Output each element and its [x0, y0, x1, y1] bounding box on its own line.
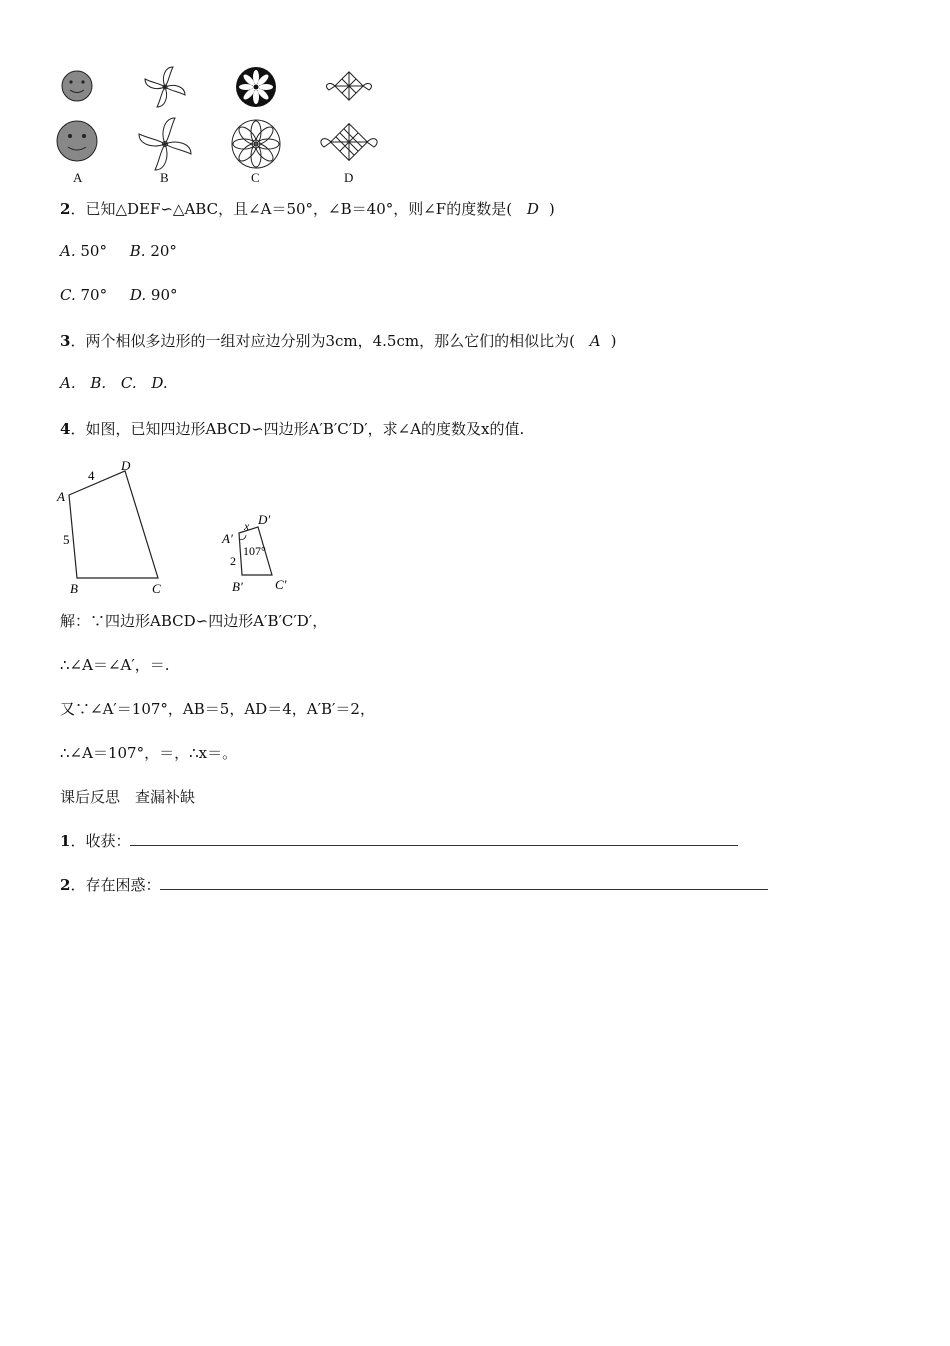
- label-a: A: [57, 489, 65, 504]
- question-stem: ．两个相似多边形的一组对应边分别为3cm，4.5cm，那么它们的相似比为(: [70, 332, 575, 350]
- label-b-prime: B′: [232, 579, 243, 594]
- quadrilateral-figure: [50, 455, 300, 600]
- question-number: 3: [60, 332, 71, 350]
- option-a-value: 50°: [80, 242, 107, 260]
- label-a-prime: A′: [222, 531, 233, 546]
- solution-line-3: 又∵∠A′＝107°，AB＝5，AD＝4，A′B′＝2，: [60, 700, 375, 718]
- option-label-d: D: [344, 170, 354, 185]
- option-d-label: D.: [129, 286, 147, 304]
- rosette-icon: [228, 64, 284, 170]
- chinese-knot-icon: [318, 66, 380, 166]
- harvest-blank-line[interactable]: [130, 831, 738, 846]
- solution-line-2: ∴∠A＝∠A′，＝.: [60, 656, 170, 674]
- question-number: 4: [60, 420, 71, 438]
- side-ab-length: 5: [63, 532, 70, 547]
- option-c-value: 70°: [80, 286, 108, 304]
- quadrilateral-abcd: [69, 471, 158, 578]
- label-b: B: [70, 581, 78, 596]
- question-3: [60, 330, 616, 351]
- question-3-options: A. B. C. D.: [60, 374, 168, 392]
- item-label: ．存在困惑：: [70, 876, 161, 894]
- question-2-options-ab: [60, 242, 177, 260]
- label-c-prime: C′: [275, 577, 287, 592]
- confusion-blank-line[interactable]: [160, 875, 768, 890]
- close-paren: ): [548, 200, 555, 218]
- item-label: ．收获：: [70, 832, 131, 850]
- side-x-label: x: [244, 519, 250, 533]
- answer: A: [589, 332, 601, 350]
- question-4: [60, 418, 524, 439]
- option-b-label: B.: [129, 242, 146, 260]
- label-d: D: [121, 458, 131, 473]
- question-2-options-cd: [60, 286, 178, 304]
- option-a-label: A.: [60, 242, 76, 260]
- question-stem: ．如图，已知四边形ABCD∽四边形A′B′C′D′，求∠A的度数及x的值.: [70, 420, 525, 438]
- option-b-value: 20°: [150, 242, 177, 260]
- label-c: C: [152, 581, 161, 596]
- side-2-label: 2: [230, 554, 236, 568]
- close-paren: ): [610, 332, 617, 350]
- smiley-face-icon: [55, 66, 99, 166]
- solution-line-4: ∴∠A＝107°，＝，∴x＝。: [60, 744, 238, 762]
- option-label-c: C: [251, 170, 260, 185]
- option-c-label: C.: [60, 286, 76, 304]
- item-number: 2: [60, 876, 71, 894]
- reflection-heading: 课后反思 查漏补缺: [60, 788, 196, 806]
- solution-line-1: 解：∵四边形ABCD∽四边形A′B′C′D′，: [60, 612, 328, 630]
- question-2: [60, 198, 555, 219]
- reflection-item-1: [60, 830, 738, 851]
- question-stem: ．已知△DEF∽△ABC，且∠A＝50°，∠B＝40°，则∠F的度数是(: [70, 200, 513, 218]
- option-d-value: 90°: [150, 286, 178, 304]
- item-number: 1: [60, 832, 71, 850]
- question-number: 2: [60, 200, 71, 218]
- option-label-b: B: [160, 170, 169, 185]
- pinwheel-flower-icon: [138, 62, 192, 172]
- angle-label: 107°: [243, 544, 266, 558]
- option-label-a: A: [73, 170, 83, 185]
- answer: D: [526, 200, 539, 218]
- side-ad-length: 4: [88, 468, 95, 483]
- label-d-prime: D′: [258, 512, 271, 527]
- reflection-item-2: [60, 874, 768, 895]
